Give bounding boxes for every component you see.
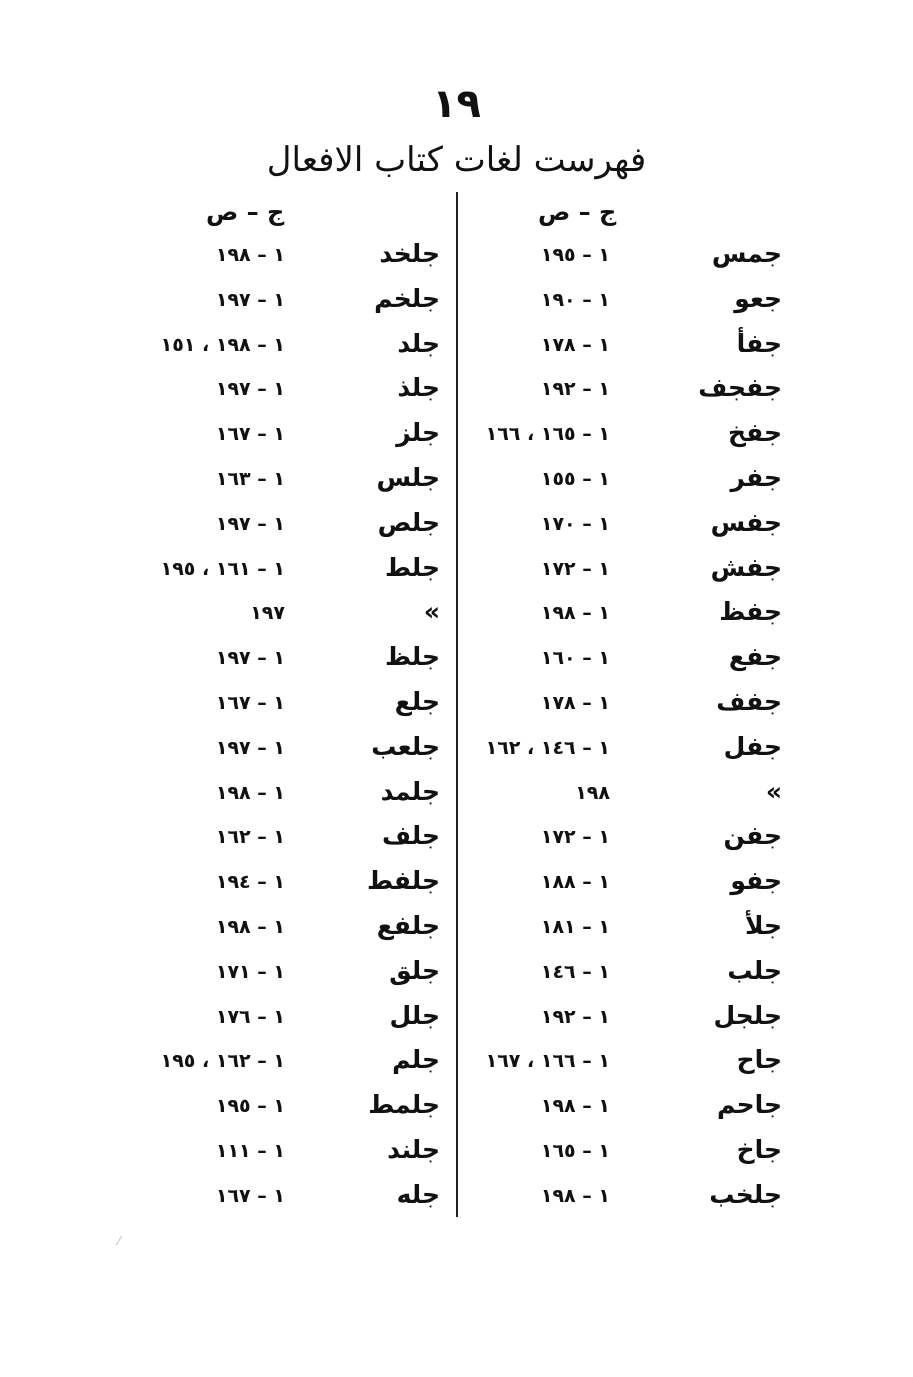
entry-word: جلظ xyxy=(385,642,440,672)
entry-word: جلز xyxy=(396,418,440,448)
entry-word: جلند xyxy=(387,1134,440,1164)
entry-word: جفخ xyxy=(727,418,782,448)
entry-page-ref: ١ – ١٨١ xyxy=(540,915,610,938)
index-entry xyxy=(120,1175,540,1220)
index-entry xyxy=(120,996,540,1041)
entry-page-ref: ١ – ١٨٨ xyxy=(540,871,610,894)
entry-word: جعو xyxy=(734,283,782,313)
column-header: ج – ص xyxy=(538,198,617,226)
entry-word: جمس xyxy=(711,239,782,268)
entry-page-ref: ١ – ١٩٨ xyxy=(540,602,610,625)
entry-page-ref: ١ – ١٦٢ ، ١٩٥ xyxy=(160,1050,285,1073)
entry-word: جاح xyxy=(736,1045,782,1075)
index-entry xyxy=(120,637,540,682)
index-entry xyxy=(120,368,540,413)
entry-word: جلق xyxy=(389,955,440,985)
entry-page-ref: ١ – ١٥٥ xyxy=(540,467,610,490)
entry-word: جفجف xyxy=(698,373,782,403)
pencil-mark: ⁄ xyxy=(118,1234,121,1248)
entry-word: جلص xyxy=(377,507,440,537)
entry-page-ref: ١ – ١٩٧ xyxy=(215,647,285,670)
entry-page-ref: ١٩٨ xyxy=(575,781,610,804)
entry-word: جلل xyxy=(389,1000,440,1030)
entry-word: جفظ xyxy=(719,597,782,627)
entry-page-ref: ١ – ١٩٧ xyxy=(215,736,285,759)
entry-word: جفف xyxy=(716,686,782,716)
index-entry xyxy=(120,503,540,548)
entry-word: » xyxy=(423,597,440,627)
entry-page-ref: ١ – ١٧٨ xyxy=(540,691,610,714)
entry-page-ref: ١ – ١٧٢ xyxy=(540,557,610,580)
entry-page-ref: ١ – ١٦٧ xyxy=(215,423,285,446)
entry-page-ref: ١ – ١٩٧ xyxy=(215,378,285,401)
entry-page-ref: ١ – ١٩٢ xyxy=(540,378,610,401)
column-header: ج – ص xyxy=(206,198,285,226)
entry-word: جفل xyxy=(723,731,782,761)
entry-word: جلمط xyxy=(368,1090,440,1120)
entry-word: جلجل xyxy=(713,1000,782,1030)
entry-page-ref: ١ – ١٩٧ xyxy=(215,512,285,535)
entry-page-ref: ١ – ١٦٥ xyxy=(540,1139,610,1162)
index-entry xyxy=(120,816,540,861)
entry-page-ref: ١ – ١٩٨ ، ١٥١ xyxy=(160,333,285,356)
index-entry xyxy=(120,1040,540,1085)
entry-page-ref: ١ – ١٦٣ xyxy=(215,467,285,490)
entry-word: جفأ xyxy=(736,328,782,358)
index-column-left xyxy=(120,0,540,1377)
entry-page-ref: ١ – ١٦٠ xyxy=(540,647,610,670)
entry-word: جلس xyxy=(376,462,440,492)
entry-page-ref: ١ – ١٩٥ xyxy=(540,244,610,266)
page-number: ١٩ xyxy=(432,81,481,127)
entry-word: جاخ xyxy=(736,1134,782,1164)
entry-word: جاحم xyxy=(716,1090,782,1120)
entry-word: جلمد xyxy=(380,776,440,806)
entry-page-ref: ١ – ١٩٠ xyxy=(540,288,610,311)
entry-page-ref: ١ – ١٧٢ xyxy=(540,826,610,849)
entry-word: جلط xyxy=(385,552,440,582)
entry-word: جلع xyxy=(394,686,440,716)
index-entry xyxy=(120,861,540,906)
entry-page-ref: ١ – ١٦٧ xyxy=(215,691,285,714)
entry-page-ref: ١ – ١٧١ xyxy=(215,960,285,983)
index-entry xyxy=(120,727,540,772)
index-entry xyxy=(120,413,540,458)
entry-page-ref: ١ – ١٦٥ ، ١٦٦ xyxy=(485,423,610,446)
index-entry xyxy=(120,234,540,279)
index-entry xyxy=(120,951,540,996)
entry-page-ref: ١ – ١١١ xyxy=(215,1139,285,1162)
entry-page-ref: ١ – ١٤٦ xyxy=(540,960,610,983)
entry-word: جلفع xyxy=(376,910,440,940)
index-entry xyxy=(120,458,540,503)
entry-page-ref: ١ – ١٦٢ xyxy=(215,826,285,849)
index-entry xyxy=(120,592,540,637)
entry-word: جفس xyxy=(710,507,782,537)
entry-page-ref: ١ – ١٩٨ xyxy=(540,1184,610,1207)
entry-page-ref: ١ – ١٩٨ xyxy=(215,244,285,266)
index-entry xyxy=(120,324,540,369)
index-entry xyxy=(120,682,540,727)
entry-word: جفش xyxy=(710,552,782,582)
entry-word: جلخب xyxy=(709,1179,782,1209)
entry-word: جلف xyxy=(382,821,440,851)
entry-page-ref: ١ – ١٤٦ ، ١٦٢ xyxy=(485,736,610,759)
entry-word: جلخد xyxy=(379,239,440,268)
entry-word: جفو xyxy=(730,866,782,896)
entry-page-ref: ١ – ١٦١ ، ١٩٥ xyxy=(160,557,285,580)
entry-word: جلذ xyxy=(397,373,440,403)
index-entry xyxy=(120,1085,540,1130)
entry-page-ref: ١٩٧ xyxy=(250,602,285,625)
entry-word: جفر xyxy=(730,462,782,492)
entry-page-ref: ١ – ١٦٧ xyxy=(215,1184,285,1207)
index-entry xyxy=(120,906,540,951)
entry-word: جفن xyxy=(723,821,782,851)
entry-word: جلخم xyxy=(374,283,440,313)
entry-word: جفع xyxy=(728,642,782,672)
entry-page-ref: ١ – ١٧٠ xyxy=(540,512,610,535)
entry-word: جلعب xyxy=(371,731,440,761)
index-entry xyxy=(120,772,540,817)
page-title: فهرست لغات كتاب الافعال xyxy=(266,140,647,180)
index-entry xyxy=(120,548,540,593)
entry-page-ref: ١ – ١٧٨ xyxy=(540,333,610,356)
entry-page-ref: ١ – ١٦٦ ، ١٦٧ xyxy=(485,1050,610,1073)
entry-word: جلأ xyxy=(745,910,782,940)
entry-word: جلم xyxy=(392,1045,440,1075)
entry-page-ref: ١ – ١٩٧ xyxy=(215,288,285,311)
entry-list xyxy=(120,234,540,1220)
entry-page-ref: ١ – ١٩٤ xyxy=(215,871,285,894)
entry-page-ref: ١ – ١٩٥ xyxy=(215,1095,285,1118)
entry-page-ref: ١ – ١٩٨ xyxy=(215,915,285,938)
entry-word: جله xyxy=(396,1179,440,1209)
entry-word: جلب xyxy=(727,955,782,985)
index-entry xyxy=(120,1130,540,1175)
entry-page-ref: ١ – ١٩٢ xyxy=(540,1005,610,1028)
entry-word: جلفط xyxy=(367,866,440,896)
entry-page-ref: ١ – ١٩٨ xyxy=(540,1095,610,1118)
entry-page-ref: ١ – ١٩٨ xyxy=(215,781,285,804)
entry-word: جلد xyxy=(397,328,440,358)
index-entry xyxy=(120,279,540,324)
entry-word: » xyxy=(765,776,782,806)
entry-page-ref: ١ – ١٧٦ xyxy=(215,1005,285,1028)
